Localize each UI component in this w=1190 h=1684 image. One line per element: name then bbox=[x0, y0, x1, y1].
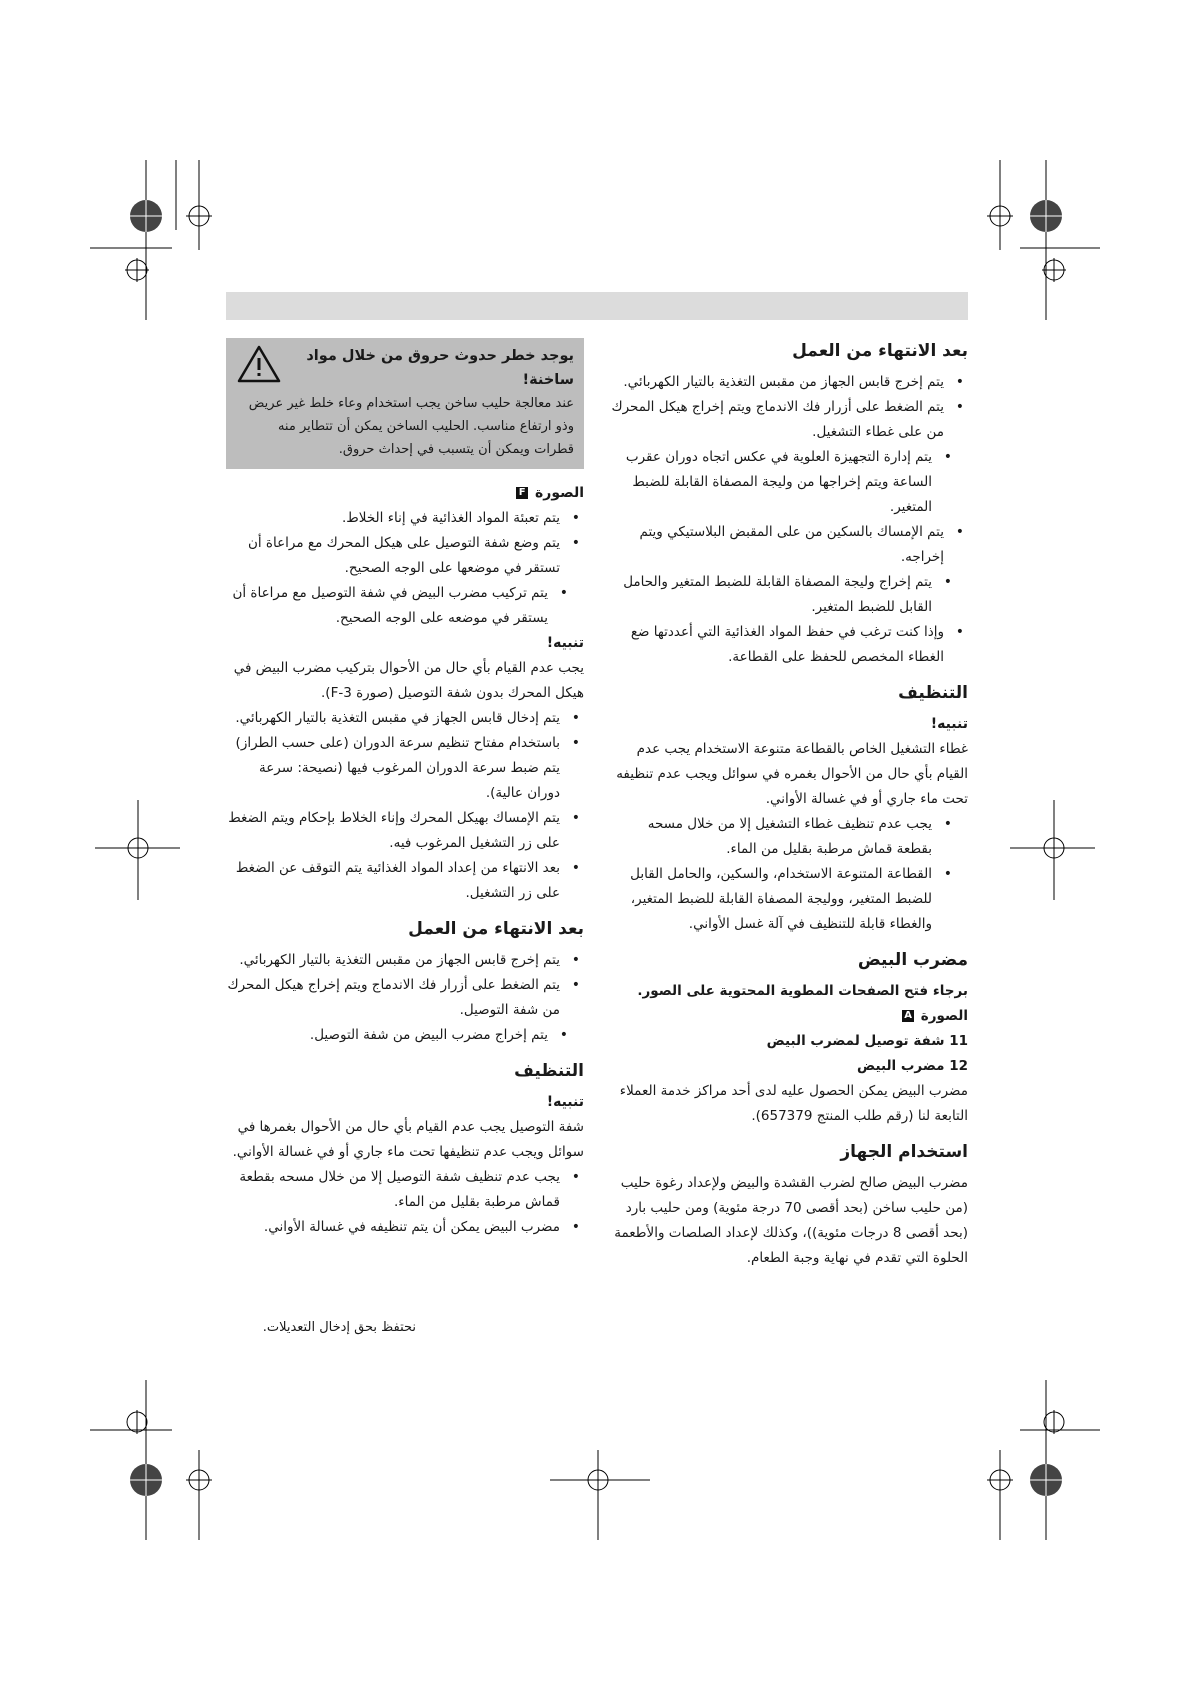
warning-title: يوجد خطر حدوث حروق من خلال مواد ساخنة! bbox=[306, 348, 574, 388]
list-item: • يتم إدارة التجهيزة العلوية في عكس اتجاه دوران عقرب الساعة ويتم إخراجها من وليجة المصفاة القابلة للضبط المتغير. bbox=[610, 445, 968, 520]
list-item: • باستخدام مفتاح تنظيم سرعة الدوران (على حسب الطراز) يتم ضبط سرعة الدوران المرغوب فيها (نصيحة: سرعة دوران عالية). bbox=[226, 731, 584, 806]
part-11: 11 شفة توصيل لمضرب البيض bbox=[766, 1033, 968, 1049]
cleaning-list bbox=[226, 1165, 584, 1240]
list-item: • يجب عدم تنظيف شفة التوصيل إلا من خلال مسحه بقطعة قماش مرطبة بقليل من الماء. bbox=[226, 1165, 584, 1215]
section-title-whisk: مضرب البيض bbox=[857, 950, 968, 970]
figure-word: الصورة bbox=[920, 1008, 968, 1024]
section-title-cleaning: التنظيف bbox=[898, 683, 968, 703]
list-item: • القطاعة المتنوعة الاستخدام، والسكين، والحامل القابل للضبط المتغير، ووليجة المصفاة القابلة للضبط المتغير، والغطاء قابلة للتنظيف في آلة غسل الأواني. bbox=[610, 862, 968, 937]
warning-text: عند معالجة حليب ساخن يجب استخدام وعاء خلط غير عريض وذو ارتفاع مناسب. الحليب الساخن يمكن أن تتطاير منه قطرات ويمكن أن يتسبب في إحداث حروق. bbox=[248, 396, 574, 457]
list-item: • يتم تركيب مضرب البيض في شفة التوصيل مع مراعاة أن يستقر في موضعه على الوجه الصحيح. bbox=[226, 581, 584, 631]
warning-box bbox=[226, 338, 584, 469]
list-item: • يتم الإمساك بهيكل المحرك وإناء الخلاط بإحكام ويتم الضغط على زر التشغيل المرغوب فيه. bbox=[226, 806, 584, 856]
warning-triangle-icon bbox=[236, 344, 282, 384]
caution-label: تنبيه! bbox=[546, 635, 584, 651]
figure-f-list bbox=[226, 506, 584, 631]
list-item: • يتم إخراج وليجة المصفاة القابلة للضبط المتغير والحامل القابل للضبط المتغير. bbox=[610, 570, 968, 620]
cleaning-list bbox=[610, 812, 968, 937]
list-item: • يتم إخراج مضرب البيض من شفة التوصيل. bbox=[226, 1023, 584, 1048]
list-item: • يتم الضغط على أزرار فك الاندماج ويتم إخراج هيكل المحرك من على غطاء التشغيل. bbox=[610, 395, 968, 445]
section-title-device-use: استخدام الجهاز bbox=[840, 1142, 968, 1162]
after-use-list bbox=[226, 948, 584, 1048]
whisk-text: مضرب البيض يمكن الحصول عليه لدى أحد مراكز خدمة العملاء التابعة لنا (رقم طلب المنتج 657379). bbox=[619, 1083, 968, 1124]
after-use-list bbox=[610, 370, 968, 670]
figure-word: الصورة bbox=[535, 485, 584, 501]
part-12: 12 مضرب البيض bbox=[857, 1058, 968, 1074]
list-item: • مضرب البيض يمكن أن يتم تنظيفه في غسالة الأواني. bbox=[226, 1215, 584, 1240]
figure-f-icon: F bbox=[516, 487, 528, 499]
list-item: • وإذا كنت ترغب في حفظ المواد الغذائية التي أعددتها ضع الغطاء المخصص للحفظ على القطاعة. bbox=[610, 620, 968, 670]
section-title-cleaning: التنظيف bbox=[514, 1061, 584, 1081]
operation-list bbox=[226, 706, 584, 906]
section-title-after-use: بعد الانتهاء من العمل bbox=[792, 341, 968, 361]
right-column bbox=[610, 338, 968, 1271]
list-item: • يتم وضع شفة التوصيل على هيكل المحرك مع مراعاة أن تستقر في موضعها على الوجه الصحيح. bbox=[226, 531, 584, 581]
figure-label bbox=[610, 1004, 968, 1029]
fold-out-note: برجاء فتح الصفحات المطوية المحتوية على الصور. bbox=[637, 983, 968, 999]
caution-label: تنبيه! bbox=[546, 1094, 584, 1110]
list-item: • يتم الإمساك بالسكين من على المقبض البلاستيكي ويتم إخراجه. bbox=[610, 520, 968, 570]
list-item: • يتم الضغط على أزرار فك الاندماج ويتم إخراج هيكل المحرك من شفة التوصيل. bbox=[226, 973, 584, 1023]
cleaning-text: شفة التوصيل يجب عدم القيام بأي حال من الأحوال بغمرها في سوائل ويجب عدم تنظيفها تحت ماء جاري أو في غسالة الأواني. bbox=[232, 1119, 584, 1160]
header-bar bbox=[226, 292, 968, 320]
list-item: • يتم إدخال قابس الجهاز في مقبس التغذية بالتيار الكهربائي. bbox=[226, 706, 584, 731]
list-item: • يتم إخرج قابس الجهاز من مقبس التغذية بالتيار الكهربائي. bbox=[226, 948, 584, 973]
list-item: • يتم إخرج قابس الجهاز من مقبس التغذية بالتيار الكهربائي. bbox=[610, 370, 968, 395]
figure-f-title bbox=[226, 481, 584, 506]
left-column bbox=[226, 338, 584, 1240]
footer-note: نحتفظ بحق إدخال التعديلات. bbox=[262, 1320, 416, 1335]
caution-text: يجب عدم القيام بأي حال من الأحوال بتركيب مضرب البيض في هيكل المحرك بدون شفة التوصيل (صورة F-3). bbox=[233, 660, 584, 701]
cleaning-text: غطاء التشغيل الخاص بالقطاعة متنوعة الاستخدام يجب عدم القيام بأي حال من الأحوال بغمره في سوائل ويجب عدم تنظيفه تحت ماء جاري أو في غسالة الأواني. bbox=[616, 741, 968, 807]
caution-label: تنبيه! bbox=[930, 716, 968, 732]
device-use-text: مضرب البيض صالح لضرب القشدة والبيض ولإعداد رغوة حليب (من حليب ساخن (بحد أقصى 70 درجة مئوية) ومن حليب بارد (بحد أقصى 8 درجات مئوية))، وكذلك لإعداد الصلصات والأطعمة الحلوة التي تقدم في نهاية وجبة الطعام. bbox=[614, 1175, 968, 1266]
list-item: • يتم تعبئة المواد الغذائية في إناء الخلاط. bbox=[226, 506, 584, 531]
list-item: • يجب عدم تنظيف غطاء التشغيل إلا من خلال مسحه بقطعة قماش مرطبة بقليل من الماء. bbox=[610, 812, 968, 862]
section-title-after-use: بعد الانتهاء من العمل bbox=[408, 919, 584, 939]
figure-a-icon: A bbox=[902, 1010, 914, 1022]
list-item: • بعد الانتهاء من إعداد المواد الغذائية يتم التوقف عن الضغط على زر التشغيل. bbox=[226, 856, 584, 906]
